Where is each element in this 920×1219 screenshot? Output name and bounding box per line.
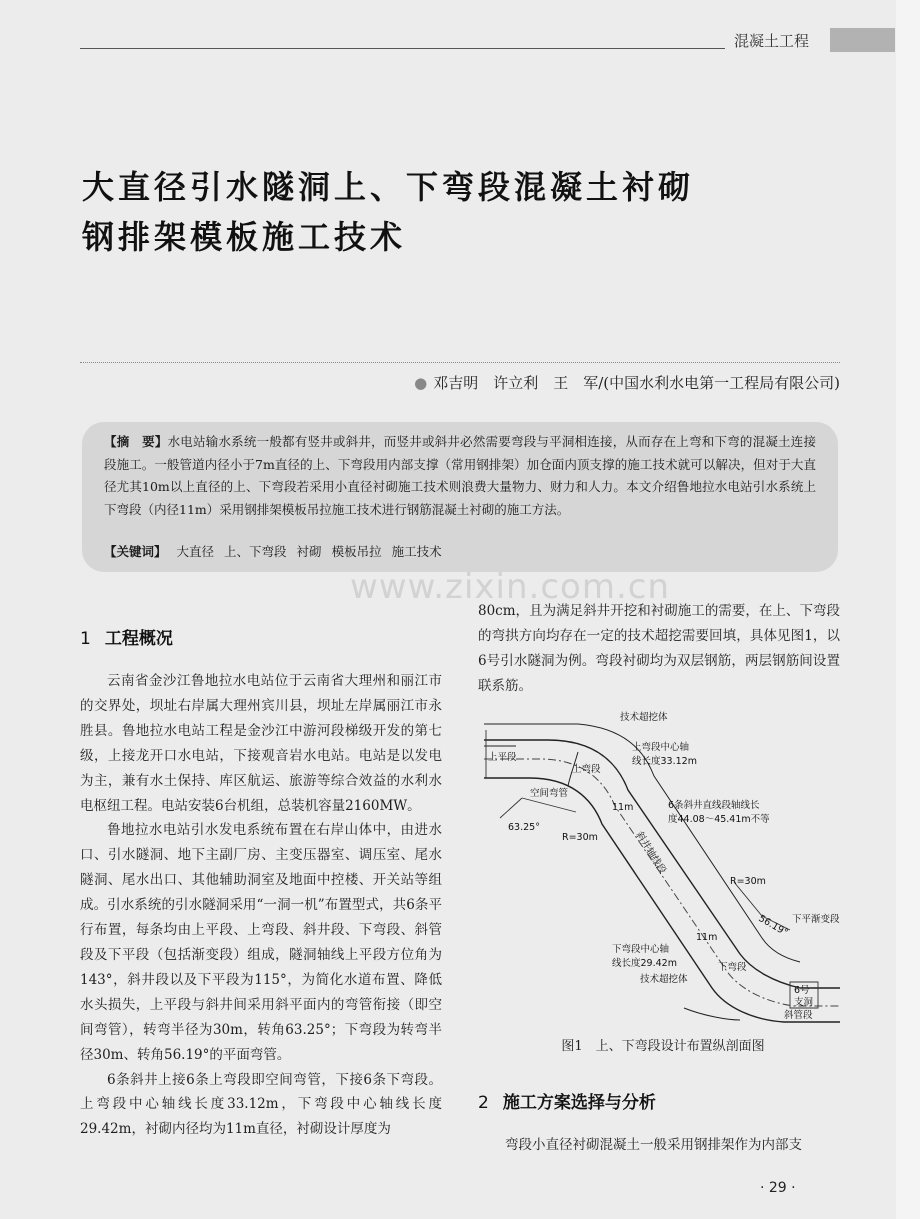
- label-straight-2: 度44.08～45.41m不等: [668, 814, 770, 825]
- angle-upper-arc: [500, 798, 522, 818]
- label-incline-axis: 斜井轴线段: [633, 829, 668, 876]
- label-angle-lower: 56.19°: [756, 913, 790, 939]
- label-straight-1: 6条斜井直线段轴线长: [668, 800, 760, 811]
- label-diameter-upper: 11m: [612, 802, 634, 813]
- keywords: [104, 541, 816, 563]
- label-radius-lower: R=30m: [730, 876, 766, 887]
- label-branch-2: 支洞: [794, 997, 814, 1008]
- paragraph: 弯段小直径衬砌混凝土一般采用钢排架作为内部支: [505, 1137, 802, 1153]
- label-upper-flat: 上平段: [488, 752, 517, 763]
- figure-1-caption: 图1 上、下弯段设计布置纵剖面图: [561, 1039, 765, 1054]
- section-1-title: 工程概况: [104, 629, 173, 649]
- left-column: [80, 669, 442, 1142]
- keyword-item: 上、下弯段: [224, 544, 287, 559]
- journal-section-name: 混凝土工程: [734, 32, 810, 50]
- label-upper-axis-1: 上弯段中心轴: [632, 742, 690, 753]
- page-number: · 29 ·: [760, 1180, 796, 1196]
- paragraph: 80cm，且为满足斜井开挖和衬砌施工的需要，在上、下弯段的弯拱方向均存在一定的技术超挖需要回填，具体见图1，以6号引水隧洞为例。弯段衬砌均为双层钢筋，两层钢筋间设置联系筋。: [478, 603, 840, 694]
- abstract: [104, 431, 816, 521]
- authors-text: 邓吉明 许立利 王 军/(中国水利水电第一工程局有限公司): [433, 374, 840, 392]
- label-incline-pipe: 斜管段: [784, 1010, 813, 1021]
- radius-upper-line: [522, 798, 576, 812]
- label-upper-axis-2: 线长度33.12m: [632, 756, 697, 767]
- right-column-bottom: [478, 1133, 840, 1158]
- keyword-item: 模板吊拉: [331, 544, 382, 559]
- label-lower-transition: 下平渐变段: [792, 914, 840, 925]
- keywords-label: 【关键词】: [104, 544, 167, 559]
- paragraph: 6条斜井上接6条上弯段即空间弯管，下接6条下弯段。上弯段中心轴线长度33.12m，下弯段中心轴线长度29.42m，衬砌内径均为11m直径，衬砌设计厚度为: [80, 1071, 442, 1138]
- section-2-number: 2: [478, 1093, 489, 1113]
- label-lower-bend: 下弯段: [718, 962, 747, 973]
- label-branch-1: 6号: [794, 985, 810, 996]
- label-tech-overbreak-top: 技术超挖体: [620, 712, 668, 723]
- keyword-item: 大直径: [176, 544, 215, 559]
- figure-1-diagram: [478, 706, 848, 1028]
- tunnel-lower-wall: [484, 778, 840, 1022]
- label-radius-upper: R=30m: [562, 832, 598, 843]
- header-rule: [80, 48, 725, 49]
- author-rule: [80, 362, 840, 363]
- keyword-item: 施工技术: [391, 544, 442, 559]
- article-title: [82, 162, 842, 262]
- abstract-body: 水电站输水系统一般都有竖井或斜井，而竖井或斜井必然需要弯段与平洞相连接，从而存在上弯和下弯的混凝土连接段施工。一般管道内径小于7m直径的上、下弯段用内部支撑（常用钢排架）加仓面内顶支撑的施工技术就可以解决，但对于大直径尤其10m以上直径的上、下弯段若采用小直径衬砌施工技术则浪费大量物力、财力和人力。本文介绍鲁地拉水电站引水系统上下弯段（内径11m）采用钢排架模板吊拉施工技术进行钢筋混凝土衬砌的施工方法。: [104, 434, 816, 517]
- label-angle-upper: 63.25°: [508, 822, 540, 833]
- authors-line: [414, 372, 840, 393]
- watermark: www.zixin.com.cn: [350, 567, 670, 607]
- page-edge: [896, 0, 920, 1219]
- label-space-bend: 空间弯管: [530, 788, 569, 799]
- section-2-title: 施工方案选择与分析: [502, 1093, 656, 1113]
- label-tech-overbreak-bottom: 技术超挖体: [640, 974, 688, 985]
- right-column-top: [478, 599, 840, 699]
- bullet-icon: ●: [414, 374, 428, 392]
- label-diameter-lower: 11m: [696, 932, 718, 943]
- title-line-1: 大直径引水隧洞上、下弯段混凝土衬砌: [82, 168, 695, 206]
- label-upper-bend: 上弯段: [572, 764, 601, 775]
- section-2-heading: [478, 1088, 656, 1113]
- title-line-2: 钢排架模板施工技术: [82, 218, 407, 256]
- label-lower-axis-2: 线长度29.42m: [612, 958, 677, 969]
- section-1-heading: [80, 624, 173, 649]
- overbreak-bottom-line: [684, 1008, 740, 1020]
- abstract-label: 【摘 要】: [104, 434, 168, 449]
- label-lower-axis-1: 下弯段中心轴: [612, 944, 670, 955]
- keyword-item: 衬砌: [296, 544, 322, 559]
- section-1-number: 1: [80, 629, 91, 649]
- header-tab-block: [830, 28, 895, 52]
- paragraph: 云南省金沙江鲁地拉水电站位于云南省大理州和丽江市的交界处，坝址右岸属大理州宾川县，坝址左岸属丽江市永胜县。鲁地拉水电站工程是金沙江中游河段梯级开发的第七级，上接龙开口水电站，下接观音岩水电站。电站是以发电为主，兼有水土保持、库区航运、旅游等综合效益的水利水电枢纽工程。电站安装6台机组，总装机容量2160MW。: [80, 673, 442, 814]
- paragraph: 鲁地拉水电站引水发电系统布置在右岸山体中，由进水口、引水隧洞、地下主副厂房、主变压器室、调压室、尾水隧洞、尾水出口、其他辅助洞室及地面中控楼、开关站等组成。引水系统的引水隧洞采用“一洞一机”布置型式，共6条平行布置，每条均由上平段、上弯段、斜井段、下弯段、斜管段及下平段（包括渐变段）组成，隧洞轴线上平段方位角为143°，斜井段以及下平段为115°，为简化水道布置、降低水头损失，上平段与斜井间采用斜平面内的弯管衔接（即空间弯管），转弯半径为30m，转角63.25°；下弯段为转弯半径30m、转角56.19°的平面弯管。: [80, 822, 442, 1063]
